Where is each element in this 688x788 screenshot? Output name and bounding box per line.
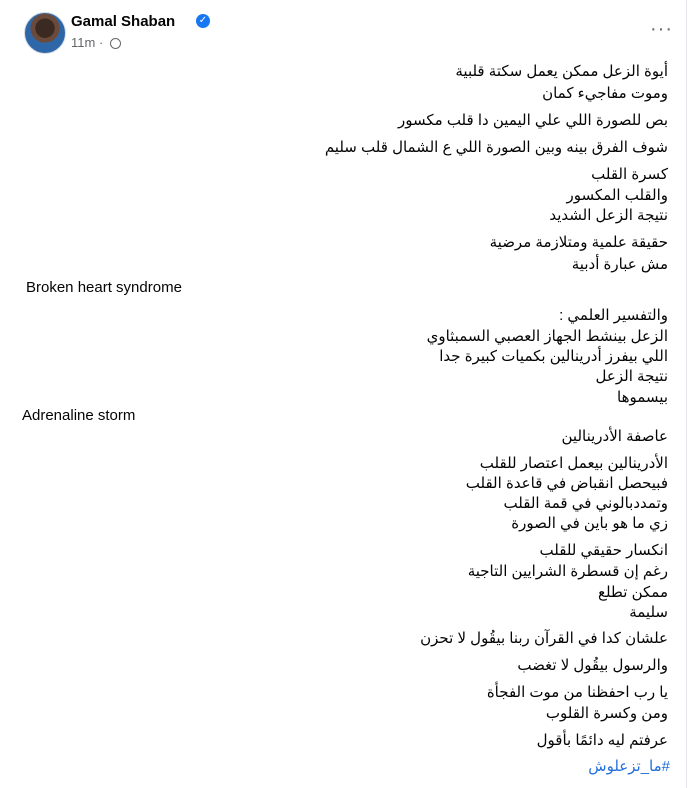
post-line: سليمة xyxy=(629,604,668,621)
post-line: رغم إن قسطرة الشرايين التاجية xyxy=(467,563,668,580)
post-line: اللي بيفرز أدرينالين بكميات كبيرة جدا xyxy=(439,348,668,365)
post-line: عرفتم ليه دائمًا بأقول xyxy=(536,732,668,749)
post-line: كسرة القلب xyxy=(591,166,668,183)
post-line: والرسول بيقُول لا تغضب xyxy=(517,657,668,674)
post-line: حقيقة علمية ومتلازمة مرضية xyxy=(489,234,668,251)
verified-badge-icon: ✓ xyxy=(196,14,210,28)
post-line: وموت مفاجيء كمان xyxy=(542,85,668,102)
post-line: شوف الفرق بينه وبين الصورة اللي ع الشمال قلب سليم xyxy=(324,139,668,156)
post-line: والقلب المكسور xyxy=(566,187,668,204)
post-line: أيوة الزعل ممكن يعمل سكتة قلبية xyxy=(455,63,668,80)
author-avatar[interactable] xyxy=(24,12,66,54)
post-line: نتيجة الزعل xyxy=(595,368,668,385)
more-options-icon[interactable]: ··· xyxy=(650,18,673,40)
post-line: عاصفة الأدرينالين xyxy=(561,428,668,445)
post-line: بيسموها xyxy=(617,389,668,406)
post-line: نتيجة الزعل الشديد xyxy=(549,207,668,224)
post-line: يا رب احفظنا من موت الفجأة xyxy=(486,684,668,701)
post-line: وتمددبالوني في قمة القلب xyxy=(503,495,668,512)
post-time[interactable]: 11m xyxy=(71,35,96,51)
post-meta xyxy=(71,34,121,50)
post-line: انكسار حقيقي للقلب xyxy=(539,542,668,559)
post-line: ومن وكسرة القلوب xyxy=(545,705,668,722)
meta-separator: · xyxy=(98,35,104,51)
hashtag-link[interactable]: #ما_تزعلوش xyxy=(588,758,670,775)
post-line-english: Adrenaline storm xyxy=(22,407,136,424)
post-line: مش عبارة أدبية xyxy=(571,256,668,273)
globe-icon xyxy=(110,38,121,49)
post-line: والتفسير العلمي : xyxy=(559,307,668,324)
post-line: الأدرينالين بيعمل اعتصار للقلب xyxy=(479,455,668,472)
post-line: ممكن تطلع xyxy=(597,584,668,601)
post-line: زي ما هو باين في الصورة xyxy=(511,515,668,532)
post-line: الزعل بينشط الجهاز العصبي السمبثاوي xyxy=(426,328,668,345)
post-line: علشان كدا في القرآن ربنا بيقُول لا تحزن xyxy=(420,630,668,647)
post-line: بص للصورة اللي علي اليمين دا قلب مكسور xyxy=(397,112,668,129)
post-line: فبيحصل انقباض في قاعدة القلب xyxy=(465,475,668,492)
post-line-english: Broken heart syndrome xyxy=(26,279,182,296)
author-name[interactable]: Gamal Shaban xyxy=(71,13,176,30)
post-header xyxy=(20,10,673,54)
